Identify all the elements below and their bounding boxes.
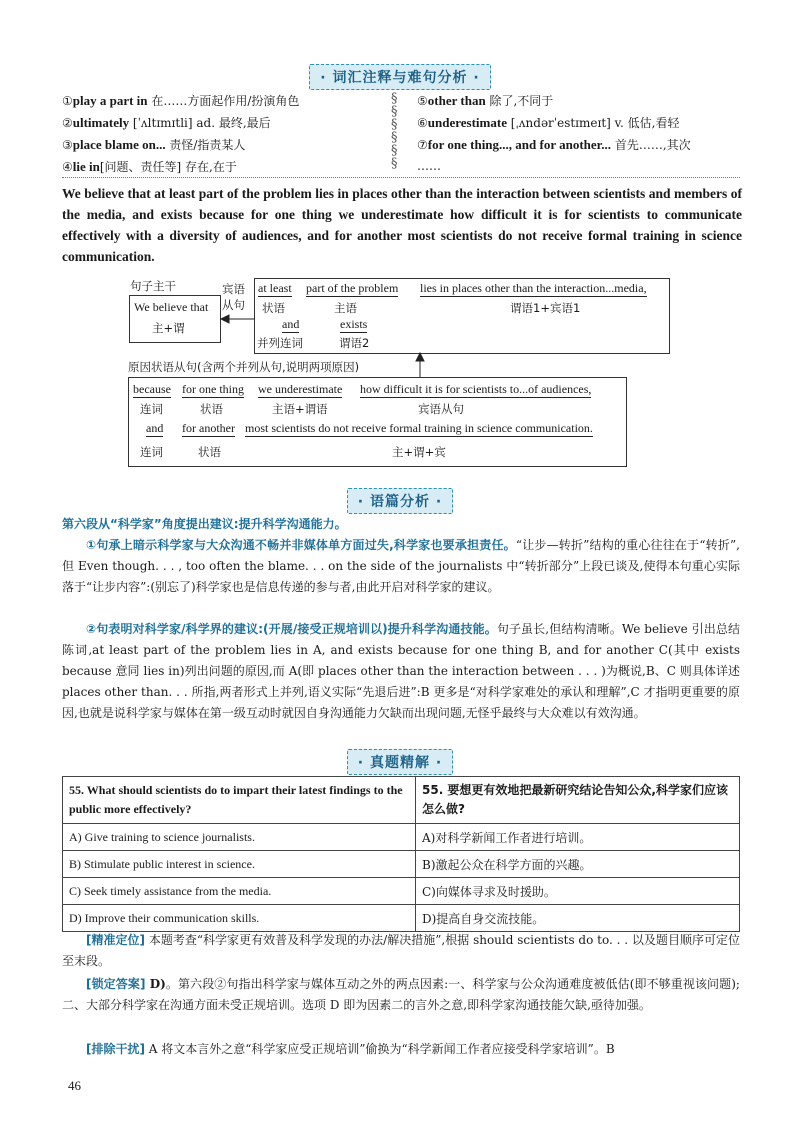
cause-role-a3: 主语+谓语 bbox=[272, 402, 328, 416]
question-row bbox=[63, 777, 740, 824]
object-label-2: 从句 bbox=[222, 298, 245, 312]
analysis-paragraph-1 bbox=[62, 535, 740, 598]
exclude-text: A 将文本言外之意“科学家应受正规培训”偷换为“科学新闻工作者应接受科学家培训”。B bbox=[144, 1042, 615, 1056]
cause-role-a1: 连词 bbox=[140, 402, 163, 416]
option-row-d bbox=[63, 905, 740, 932]
vocab-item-6: ⑥underestimate [ˌʌndərˈestɪmeɪt] v. 低估,看轻 bbox=[417, 115, 680, 130]
cause-part-a2: for one thing bbox=[182, 382, 244, 396]
main-clause-text: We believe that bbox=[134, 300, 209, 314]
option-row-b bbox=[63, 851, 740, 878]
obj-part-4: and bbox=[282, 317, 300, 331]
vocab-item-2: ②ultimately [ˈʌltɪmɪtli] ad. 最终,最后 bbox=[62, 115, 271, 130]
locate-text: 本题考查“科学家更有效普及科学发现的办法/解决措施”,根据 should scientists do to. . . 以及题目顺序可定位至末段。 bbox=[62, 933, 740, 968]
exclude-tag: [排除干扰] bbox=[86, 1042, 145, 1056]
analysis-p1-head: ①句承上暗示科学家与大众沟通不畅并非媒体单方面过失,科学家也要承担责任。 bbox=[86, 538, 516, 552]
page-number: 46 bbox=[68, 1078, 81, 1093]
analysis-intro-text: 第六段从“科学家”角度提出建议:提升科学沟通能力。 bbox=[62, 517, 347, 531]
obj-role-3: 谓语1+宾语1 bbox=[510, 301, 581, 315]
obj-role-2: 主语 bbox=[334, 301, 357, 315]
option-b-en: B) Stimulate public interest in science. bbox=[63, 851, 416, 878]
question-en: 55. What should scientists do to impart their latest findings to the public more effectively? bbox=[63, 777, 416, 824]
explain-locate bbox=[62, 930, 740, 972]
obj-role-4: 并列连词 bbox=[257, 336, 303, 350]
cause-role-a4: 宾语从句 bbox=[418, 402, 464, 416]
answer-text: 。第六段②句指出科学家与媒体互动之外的两点因素:一、科学家与公众沟通难度被低估(即不够重视该问题);二、大部分科学家在沟通方面未受正规培训。选项 D 即为因素二的言外之意,即科学家沟通技能欠缺,亟待加强。 bbox=[62, 977, 740, 1012]
option-d-zh: D)提高自身交流技能。 bbox=[416, 905, 740, 932]
explain-exclude bbox=[62, 1039, 740, 1060]
cause-part-b2: for another bbox=[182, 421, 235, 435]
obj-part-1: at least bbox=[258, 281, 292, 295]
section-badge: · 语篇分析 · bbox=[347, 488, 453, 514]
cause-part-a1: because bbox=[133, 382, 171, 396]
cause-role-a2: 状语 bbox=[200, 402, 223, 416]
cause-part-b3: most scientists do not receive formal training in science communication. bbox=[245, 421, 593, 435]
obj-part-2: part of the problem bbox=[306, 281, 399, 295]
cause-role-b2: 状语 bbox=[198, 445, 221, 459]
cause-clause-label: 原因状语从句(含两个并列从句,说明两项原因) bbox=[128, 360, 360, 374]
obj-part-5: exists bbox=[340, 317, 368, 331]
question-table bbox=[62, 776, 740, 932]
analysis-section-header bbox=[0, 488, 800, 514]
cause-role-b3: 主+谓+宾 bbox=[392, 445, 446, 459]
object-label-1: 宾语 bbox=[222, 282, 245, 296]
option-b-zh: B)激起公众在科学方面的兴趣。 bbox=[416, 851, 740, 878]
answer-tag: [锁定答案] bbox=[86, 977, 146, 991]
question-zh: 55. 要想更有效地把最新研究结论告知公众,科学家们应该怎么做? bbox=[416, 777, 740, 824]
option-row-c bbox=[63, 878, 740, 905]
vocab-item-1: ①play a part in 在……方面起作用/扮演角色 bbox=[62, 93, 300, 108]
option-a-zh: A)对科学新闻工作者进行培训。 bbox=[416, 824, 740, 851]
analysis-paragraph-2 bbox=[62, 619, 740, 724]
analysis-p2-body: 句子虽长,但结构清晰。We believe 引出总结陈词,at least part of the problem lies in A, and exists because for one thing B, and for another C(其中 exists because 意同 lies in)列出问题的原因,而 A(即 places other than the interaction between . . . )为概说,B、C 则具体详述 places other than. . . 所指,两者形式上并列,语义实际“先退后进”:B 更多是“对科学家难处的承认和理解”,C 才指明更重要的原因,也就是说科学家与媒体在第一级互动时就因自身沟通能力欠缺而出现问题,无怪乎最终与大众难以有效沟通。 bbox=[62, 622, 741, 720]
obj-part-3: lies in places other than the interaction...media, bbox=[420, 281, 647, 295]
vocab-item-5: ⑤other than 除了,不同于 bbox=[417, 93, 554, 108]
section-badge: · 词汇注释与难句分析 · bbox=[309, 64, 490, 90]
vocab-item-7: ⑦for one thing..., and for another... 首先……,其次 bbox=[417, 137, 691, 152]
main-clause-role: 主+谓 bbox=[152, 321, 185, 335]
answer-letter: D) bbox=[145, 977, 166, 991]
option-d-en: D) Improve their communication skills. bbox=[63, 905, 416, 932]
cause-part-a4: how difficult it is for scientists to...of audiences, bbox=[360, 382, 592, 396]
option-c-en: C) Seek timely assistance from the media. bbox=[63, 878, 416, 905]
exam-section-header bbox=[0, 749, 800, 775]
cause-part-b1: and bbox=[146, 421, 164, 435]
analysis-p1-body: “让步—转折”结构的重心往往在于“转折”,但 Even though. . . , too often the blame. . . on the side of the journalists 中“转折部分”上段已谈及,使得本句重心实际落于“让步内容”:(别忘了)科学家也是信息传递的参与者,由此开启对科学家的建议。 bbox=[62, 538, 740, 594]
explain-answer bbox=[62, 974, 740, 1016]
analysis-p2-head: ②句表明对科学家/科学界的建议:(开展/接受正规培训以)提升科学沟通技能。 bbox=[86, 622, 497, 636]
obj-role-5: 谓语2 bbox=[339, 336, 370, 350]
section-badge: · 真题精解 · bbox=[347, 749, 453, 775]
vocab-item-4: ④lie in[问题、责任等] 存在,在于 bbox=[62, 159, 237, 174]
option-row-a bbox=[63, 824, 740, 851]
analysis-intro bbox=[62, 514, 740, 535]
cause-part-a3: we underestimate bbox=[258, 382, 343, 396]
vocab-item-3: ③place blame on... 责怪/指责某人 bbox=[62, 137, 246, 152]
option-c-zh: C)向媒体寻求及时援助。 bbox=[416, 878, 740, 905]
locate-tag: [精准定位] bbox=[86, 933, 146, 947]
vocab-item-7-cont: …… bbox=[417, 159, 441, 173]
option-a-en: A) Give training to science journalists. bbox=[63, 824, 416, 851]
main-clause-label: 句子主干 bbox=[130, 279, 176, 293]
column-divider-squiggle: § § § § § § bbox=[391, 91, 398, 171]
obj-role-1: 状语 bbox=[262, 301, 285, 315]
key-sentence: We believe that at least part of the problem lies in places other than the interaction between scientists and members of the media, and exists because for one thing we underestimate how difficult it is for scientists to communicate effectively with a diversity of audiences, and for another most scientists do not receive formal training in science communication. bbox=[62, 186, 742, 264]
cause-role-b1: 连词 bbox=[140, 445, 163, 459]
